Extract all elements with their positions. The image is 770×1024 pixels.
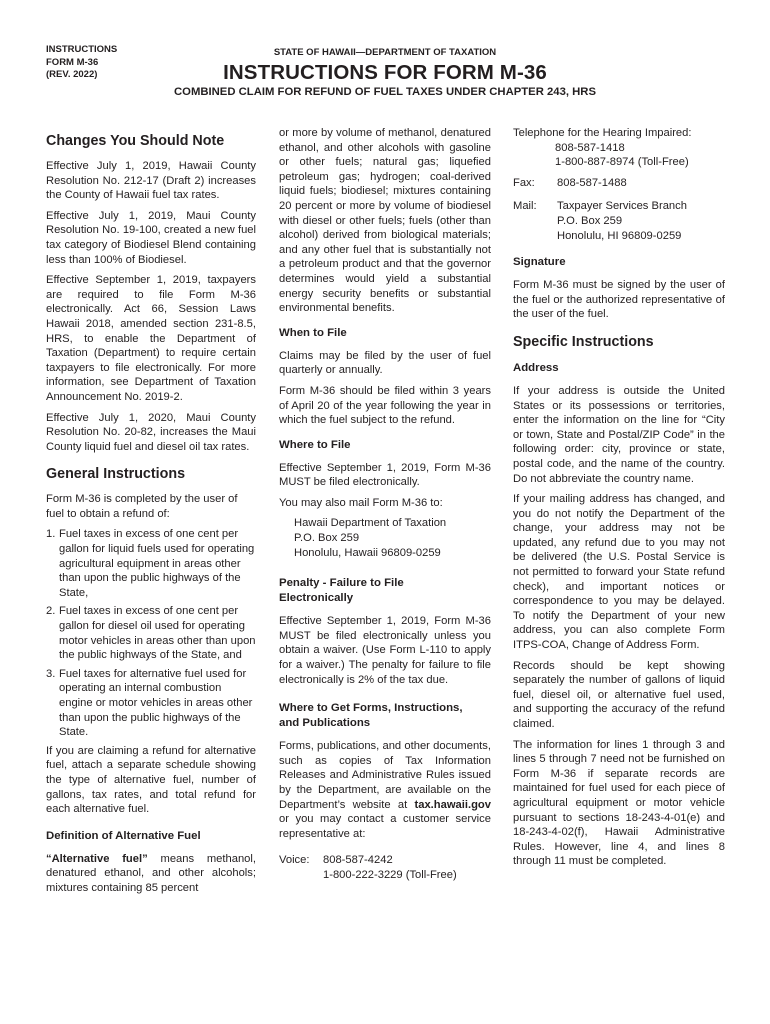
where-to-file-heading: Where to File bbox=[279, 438, 351, 451]
forms-heading bbox=[279, 701, 491, 731]
list-item-text: Fuel taxes for alternative fuel used for operating an internal combustion engine or motor vehicles in areas other than upon the public highways of the State. bbox=[59, 667, 253, 739]
refund-list bbox=[46, 527, 256, 739]
address-line: Taxpayer Services Branch bbox=[557, 200, 687, 213]
list-item-text: Fuel taxes in excess of one cent per gallon for liquid fuels used for operating agricultural equipment in areas other than upon the public highways of the State, bbox=[59, 528, 255, 599]
address-line: P.O. Box 259 bbox=[557, 214, 623, 227]
changes-paragraph-1: Effective July 1, 2019, Hawaii County Resolution No. 212-17 (Draft 2) increases the County of Hawaii fuel tax rates. bbox=[46, 160, 256, 202]
address-line: Hawaii Department of Taxation bbox=[294, 517, 447, 530]
list-item bbox=[46, 667, 256, 740]
mail-contact bbox=[513, 199, 725, 243]
changes-heading: Changes You Should Note bbox=[46, 133, 225, 149]
changes-paragraph-3: Effective September 1, 2019, taxpayers are required to file Form M-36 electronically. Act 66, Session Laws Hawaii 2018, amended section 231-8.5, HRS, to enable the Department of Taxation (Department) to require certain taxpayers to file electronically. For more information, see Department of Taxation Announcement No. 2019-2. bbox=[46, 274, 256, 403]
list-item bbox=[46, 527, 256, 600]
definition-paragraph bbox=[46, 852, 256, 896]
column-1 bbox=[46, 126, 256, 902]
hearing-number-toll-free: 1-800-887-8974 (Toll-Free) bbox=[555, 156, 689, 169]
when-paragraph-2: Form M-36 should be filed within 3 years of April 20 of the year following the year in which the fuel subject to the refund. bbox=[279, 384, 491, 427]
address-line: Honolulu, Hawaii 96809-0259 bbox=[294, 546, 441, 559]
address-heading: Address bbox=[513, 361, 559, 374]
voice-number: 808-587-4242 bbox=[323, 854, 393, 867]
page-subtitle: COMBINED CLAIM FOR REFUND OF FUEL TAXES UNDER CHAPTER 243, HRS bbox=[174, 86, 596, 98]
where-paragraph-1: Effective September 1, 2019, Form M-36 MUST be filed electronically. bbox=[279, 461, 491, 489]
form-id-line-2: FORM M-36 bbox=[46, 56, 99, 68]
column-2 bbox=[279, 126, 491, 889]
website-link[interactable]: tax.hawaii.gov bbox=[414, 798, 491, 811]
mail-address bbox=[557, 199, 687, 243]
penalty-heading-line-1: Penalty - Failure to File bbox=[279, 577, 404, 590]
forms-heading-line-2: and Publications bbox=[279, 717, 371, 730]
definition-term: “Alternative fuel” bbox=[46, 852, 148, 865]
voice-label: Voice: bbox=[279, 854, 310, 867]
mailing-address bbox=[279, 516, 491, 560]
fax-label: Fax: bbox=[513, 176, 535, 189]
changes-paragraph-4: Effective July 1, 2020, Maui County Resolution No. 20-82, increases the Maui County liquid fuel and diesel oil tax rates. bbox=[46, 411, 256, 453]
list-item-number: 1. bbox=[46, 528, 56, 541]
forms-heading-line-1: Where to Get Forms, Instructions, bbox=[279, 702, 463, 715]
column-3 bbox=[513, 126, 725, 875]
fax-number: 808-587-1488 bbox=[557, 176, 627, 189]
general-paragraph-1: Form M-36 is completed by the user of fuel to obtain a refund of: bbox=[46, 493, 238, 520]
address-line: Honolulu, HI 96809-0259 bbox=[557, 229, 682, 242]
voice-contact bbox=[279, 853, 491, 882]
list-item-number: 3. bbox=[46, 667, 56, 680]
specific-instructions-heading: Specific Instructions bbox=[513, 333, 654, 350]
when-paragraph-1: Claims may be filed by the user of fuel quarterly or annually. bbox=[279, 349, 491, 377]
changes-paragraph-2: Effective July 1, 2019, Maui County Resolution No. 19-100, created a new fuel tax category of Biodiesel Blend containing less than 100% of Biodiesel. bbox=[46, 209, 256, 266]
voice-numbers bbox=[323, 853, 457, 882]
mail-label: Mail: bbox=[513, 200, 537, 213]
address-paragraph-1: If your address is outside the United States or its possessions or territories, enter the information on the line for “City or town, State and Postal/ZIP Code” in the following order: city, province or state, postal code, and the name of the country. Do not abbreviate the country name. bbox=[513, 384, 725, 485]
forms-text-a: Forms, publications, and other documents, such as copies of Tax Information Releases and Administrative Rules issued by the Department, are available on the Department’s website at bbox=[279, 740, 491, 811]
form-id-line-3: (REV. 2022) bbox=[46, 69, 98, 80]
penalty-paragraph: Effective September 1, 2019, Form M-36 MUST be filed electronically unless you obtain a waiver. (Use Form L-110 to apply for a waiver.) The penalty for failure to file electronically is 2% of the tax due. bbox=[279, 615, 491, 686]
fax-contact bbox=[513, 176, 725, 191]
general-paragraph-2: If you are claiming a refund for alternative fuel, attach a separate schedule showing the type of alternative fuel, number of gallons, tax rates, and total refund for each alternative fuel. bbox=[46, 744, 256, 816]
definition-continued: or more by volume of methanol, denatured ethanol, and other alcohols with gasoline or other fuels; natural gas; liquefied petroleum gas; hydrogen; coal-derived liquid fuels; biodiesel; mixtures containing 20 percent or more by volume of biodiesel with diesel or other fuels; fuels (other than alcohol) derived from biological materials; and any other fuel that is substantially not a petroleum product and that the governor determines would yield a substantial energy security benefits or substantial environmental benefits. bbox=[279, 127, 491, 315]
records-paragraph-1: Records should be kept showing separately the number of gallons of liquid fuel, diesel oil, or alternative fuel used, and supporting the accuracy of the refund claimed. bbox=[513, 659, 725, 730]
records-paragraph-2: The information for lines 1 through 3 and lines 5 through 7 need not be furnished on Form M-36 if separate records are maintained for fuel used for each piece of agricultural equipment or motor vehicle pursuant to sections 18-243-4-01(e) and 18-243-4-02(f), Hawaii Administrative Rules. However, line 4, and lines 8 through 11 must be completed. bbox=[513, 738, 725, 868]
when-to-file-heading: When to File bbox=[279, 326, 347, 339]
forms-paragraph bbox=[279, 739, 491, 841]
address-line: P.O. Box 259 bbox=[294, 532, 360, 545]
definition-heading: Definition of Alternative Fuel bbox=[46, 829, 201, 842]
list-item-number: 2. bbox=[46, 605, 56, 618]
penalty-heading bbox=[279, 576, 491, 606]
address-paragraph-2: If your mailing address has changed, and you do not notify the Department of the change, your address may not be updated, any refund due to you may not be delivered (the U.S. Postal Service is not permitted to forward your State refund check), and important notices or correspondence to you may be delayed. To notify the Department of your new address, you can also complete Form ITPS-COA, Change of Address Form. bbox=[513, 493, 725, 652]
list-item bbox=[46, 604, 256, 662]
form-id-line-1: INSTRUCTIONS bbox=[46, 44, 118, 55]
hearing-impaired-contact bbox=[513, 126, 725, 170]
voice-number-toll-free: 1-800-222-3229 (Toll-Free) bbox=[323, 868, 457, 881]
signature-paragraph: Form M-36 must be signed by the user of the fuel or the authorized representative of the user of the fuel. bbox=[513, 279, 725, 321]
hearing-number: 808-587-1418 bbox=[555, 141, 625, 154]
definition-text: means methanol, denatured ethanol, and other alcohols; mixtures containing 85 percent bbox=[46, 852, 256, 894]
penalty-heading-line-2: Electronically bbox=[279, 592, 354, 605]
general-heading: General Instructions bbox=[46, 466, 186, 483]
forms-text-b: or you may contact a customer service representative at: bbox=[279, 813, 491, 840]
list-item-text: Fuel taxes in excess of one cent per gallon for diesel oil used for operating motor vehicles in areas other than upon the public highways of the State, and bbox=[59, 605, 256, 662]
agency-name: STATE OF HAWAII—DEPARTMENT OF TAXATION bbox=[273, 47, 497, 58]
where-paragraph-2: You may also mail Form M-36 to: bbox=[279, 496, 443, 509]
signature-heading: Signature bbox=[513, 256, 566, 269]
page-title: INSTRUCTIONS FOR FORM M-36 bbox=[223, 61, 547, 84]
hearing-label: Telephone for the Hearing Impaired: bbox=[513, 127, 692, 139]
